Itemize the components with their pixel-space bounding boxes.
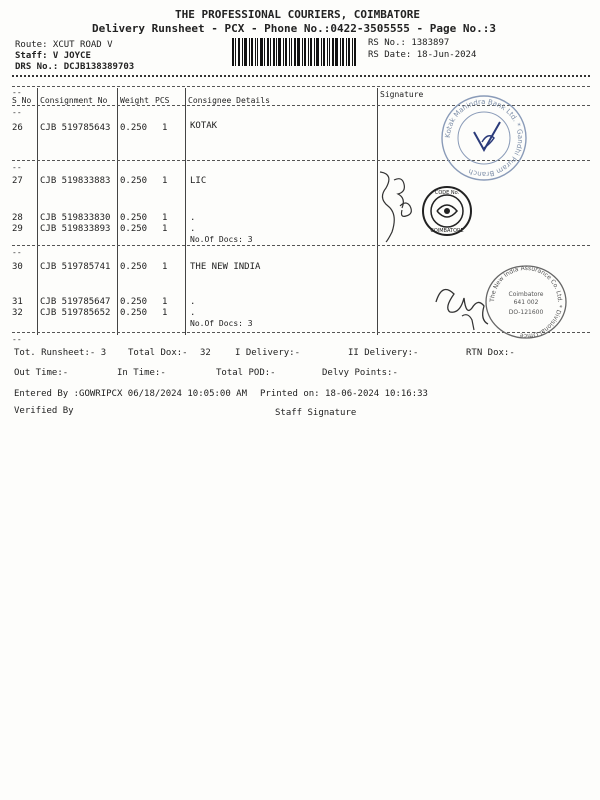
lic-stamp-bottom: COIMBATORE <box>430 228 464 234</box>
entered-by: Entered By :GOWRIPCX 06/18/2024 10:05:00 AM <box>14 389 247 399</box>
lic-stamp <box>420 184 474 238</box>
col-sno: S No <box>12 96 32 105</box>
col-consignee: Consignee Details <box>188 96 270 105</box>
header-rule-top <box>12 86 590 87</box>
row-consignment: CJB 519833883 <box>40 176 111 186</box>
ii-delivery: II Delivery:- <box>348 348 419 358</box>
row-weight: 0.250 <box>120 176 148 186</box>
runsheet-subtitle: Delivery Runsheet - PCX - Phone No.:0422-3505555 - Page No.:3 <box>92 22 496 35</box>
row-weight: 0.250 <box>120 213 148 223</box>
total-dox-label: Total Dox:- <box>128 348 188 358</box>
col-divider-1 <box>37 88 38 335</box>
rs-date: RS Date: 18-Jun-2024 <box>368 50 477 60</box>
row-pcs: 1 <box>162 213 168 223</box>
staff-text: Staff: V JOYCE <box>15 51 91 61</box>
row-consignee: . <box>190 308 196 318</box>
row-weight: 0.250 <box>120 224 148 234</box>
i-delivery: I Delivery:- <box>235 348 301 358</box>
col-signature: Signature <box>380 90 424 99</box>
newindia-signature <box>432 276 502 334</box>
docs-count: No.Of Docs: 3 <box>190 235 253 244</box>
top-rule <box>12 75 590 77</box>
route-text: Route: XCUT ROAD V <box>15 40 113 50</box>
row-consignment: CJB 519833893 <box>40 224 111 234</box>
row-dash: -- <box>12 163 22 172</box>
row-pcs: 1 <box>162 224 168 234</box>
row-consignee: KOTAK <box>190 121 218 131</box>
newindia-stamp-code: DO-121600 <box>508 309 544 316</box>
row-consignment: CJB 519785741 <box>40 262 111 272</box>
row-dash: -- <box>12 248 22 257</box>
in-time: In Time:- <box>117 368 166 378</box>
col-divider-3 <box>185 88 186 335</box>
row-consignee: . <box>190 297 196 307</box>
tot-runsheet: Tot. Runsheet:- 3 <box>14 348 107 358</box>
row-consignment: CJB 519785643 <box>40 123 111 133</box>
row-pcs: 1 <box>162 297 168 307</box>
row-consignee: LIC <box>190 176 207 186</box>
row-sno: 31 <box>12 297 23 307</box>
out-time: Out Time:- <box>14 368 69 378</box>
row-sno: 32 <box>12 308 23 318</box>
total-pod: Total POD:- <box>216 368 276 378</box>
docs-count: No.Of Docs: 3 <box>190 319 253 328</box>
row-rule <box>12 245 590 246</box>
row-sno: 27 <box>12 176 23 186</box>
row-sno: 29 <box>12 224 23 234</box>
row-consignment: CJB 519785652 <box>40 308 111 318</box>
row-consignment: CJB 519833830 <box>40 213 111 223</box>
row-consignee: THE NEW INDIA <box>190 262 261 272</box>
header-dash: -- <box>12 88 22 97</box>
delvy-points: Delvy Points:- <box>322 368 398 378</box>
row-dash: -- <box>12 335 22 344</box>
company-title: THE PROFESSIONAL COURIERS, COIMBATORE <box>175 8 421 21</box>
row-pcs: 1 <box>162 123 168 133</box>
row-sno: 30 <box>12 262 23 272</box>
row-dash: -- <box>12 108 22 117</box>
row-consignment: CJB 519785647 <box>40 297 111 307</box>
total-dox-value: 32 <box>200 348 211 358</box>
rs-number: RS No.: 1383897 <box>368 38 450 48</box>
col-consignment: Consignment No <box>40 96 108 105</box>
row-weight: 0.250 <box>120 297 148 307</box>
rtn-dox: RTN Dox:- <box>466 348 515 358</box>
col-divider-2 <box>117 88 118 335</box>
row-sno: 26 <box>12 123 23 133</box>
verified-by: Verified By <box>14 406 74 416</box>
staff-signature: Staff Signature <box>275 408 357 418</box>
newindia-stamp-ring: The New India Assurance Co. Ltd. * Divisional Office <box>488 264 564 340</box>
row-consignee: . <box>190 224 196 234</box>
row-weight: 0.250 <box>120 308 148 318</box>
col-weight: Weight <box>120 96 149 105</box>
barcode <box>232 38 356 66</box>
newindia-stamp-pin: 641 002 <box>513 299 539 306</box>
printed-on: Printed on: 18-06-2024 10:16:33 <box>260 389 428 399</box>
row-pcs: 1 <box>162 262 168 272</box>
row-weight: 0.250 <box>120 262 148 272</box>
col-pcs: PCS <box>155 96 170 105</box>
row-consignee: . <box>190 213 196 223</box>
row-pcs: 1 <box>162 308 168 318</box>
row-sno: 28 <box>12 213 23 223</box>
row-weight: 0.250 <box>120 123 148 133</box>
kotak-stamp-text: Kotak Mahindra Bank Ltd. * Gandhi Puram Branch <box>443 97 525 179</box>
drs-text: DRS No.: DCJB138389703 <box>15 62 135 72</box>
lic-stamp-top: CODE No. <box>434 190 460 196</box>
row-pcs: 1 <box>162 176 168 186</box>
newindia-stamp-city: Coimbatore <box>508 291 544 298</box>
